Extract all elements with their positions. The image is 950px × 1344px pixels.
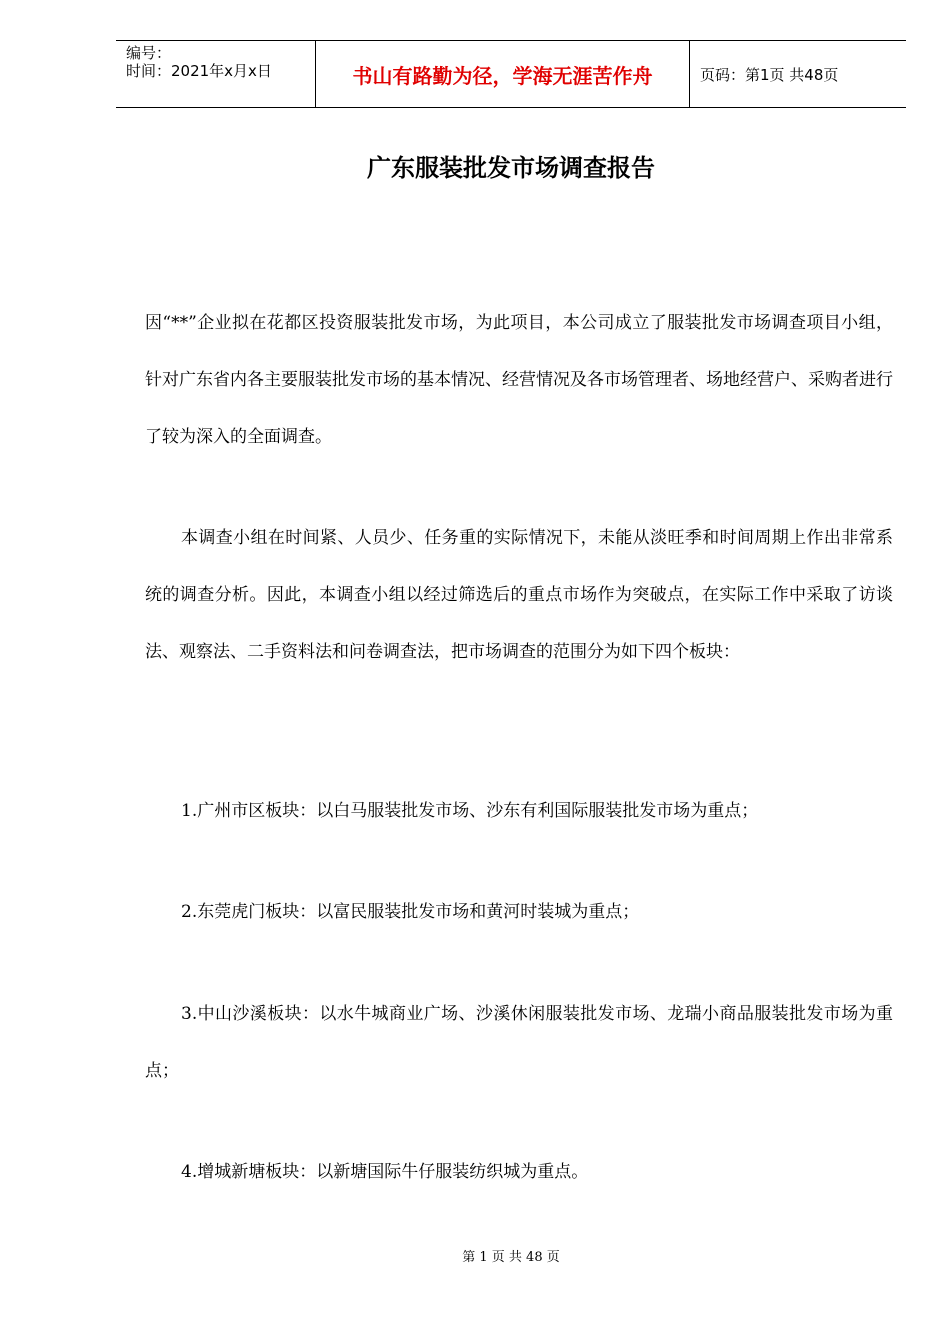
motto-text: 书山有路勤为径，学海无涯苦作舟 (352, 63, 653, 88)
header-table (116, 40, 906, 108)
paragraph-intro: 因“**”企业拟在花都区投资服装批发市场，为此项目，本公司成立了服装批发市场调查项目小组，针对广东省内各主要服装批发市场的基本情况、经营情况及各市场管理者、场地经营户、采购者进行了较为深入的全面调查。 (145, 313, 893, 447)
paragraph-method: 本调查小组在时间紧、人员少、任务重的实际情况下，未能从淡旺季和时间周期上作出非常系统的调查分析。因此，本调查小组以经过筛选后的重点市场作为突破点，在实际工作中采取了访谈法、观察法、二手资料法和问卷调查法，把市场调查的范围分为如下四个板块： (145, 528, 893, 662)
page-info: 页码：第1页 共48页 (700, 65, 839, 84)
paragraph-block-4: 4.增城新塘板块：以新塘国际牛仔服装纺织城为重点。 (181, 1162, 589, 1182)
paragraph-block-3: 3.中山沙溪板块：以水牛城商业广场、沙溪休闲服装批发市场、龙瑞小商品服装批发市场为重点； (145, 1004, 893, 1081)
page-footer: 第 1 页 共 48 页 (462, 1250, 560, 1265)
number-label: 编号： (126, 44, 172, 62)
paragraph-block-2: 2.东莞虎门板块：以富民服装批发市场和黄河时装城为重点； (181, 902, 640, 922)
document-title: 广东服装批发市场调查报告 (367, 154, 655, 182)
header-meta-cell (116, 41, 316, 107)
header-motto-cell (316, 41, 690, 107)
header-page-cell (690, 41, 906, 107)
time-label: 时间：2021年x月x日 (126, 62, 272, 80)
paragraph-block-1: 1.广州市区板块：以白马服装批发市场、沙东有利国际服装批发市场为重点； (181, 801, 759, 821)
